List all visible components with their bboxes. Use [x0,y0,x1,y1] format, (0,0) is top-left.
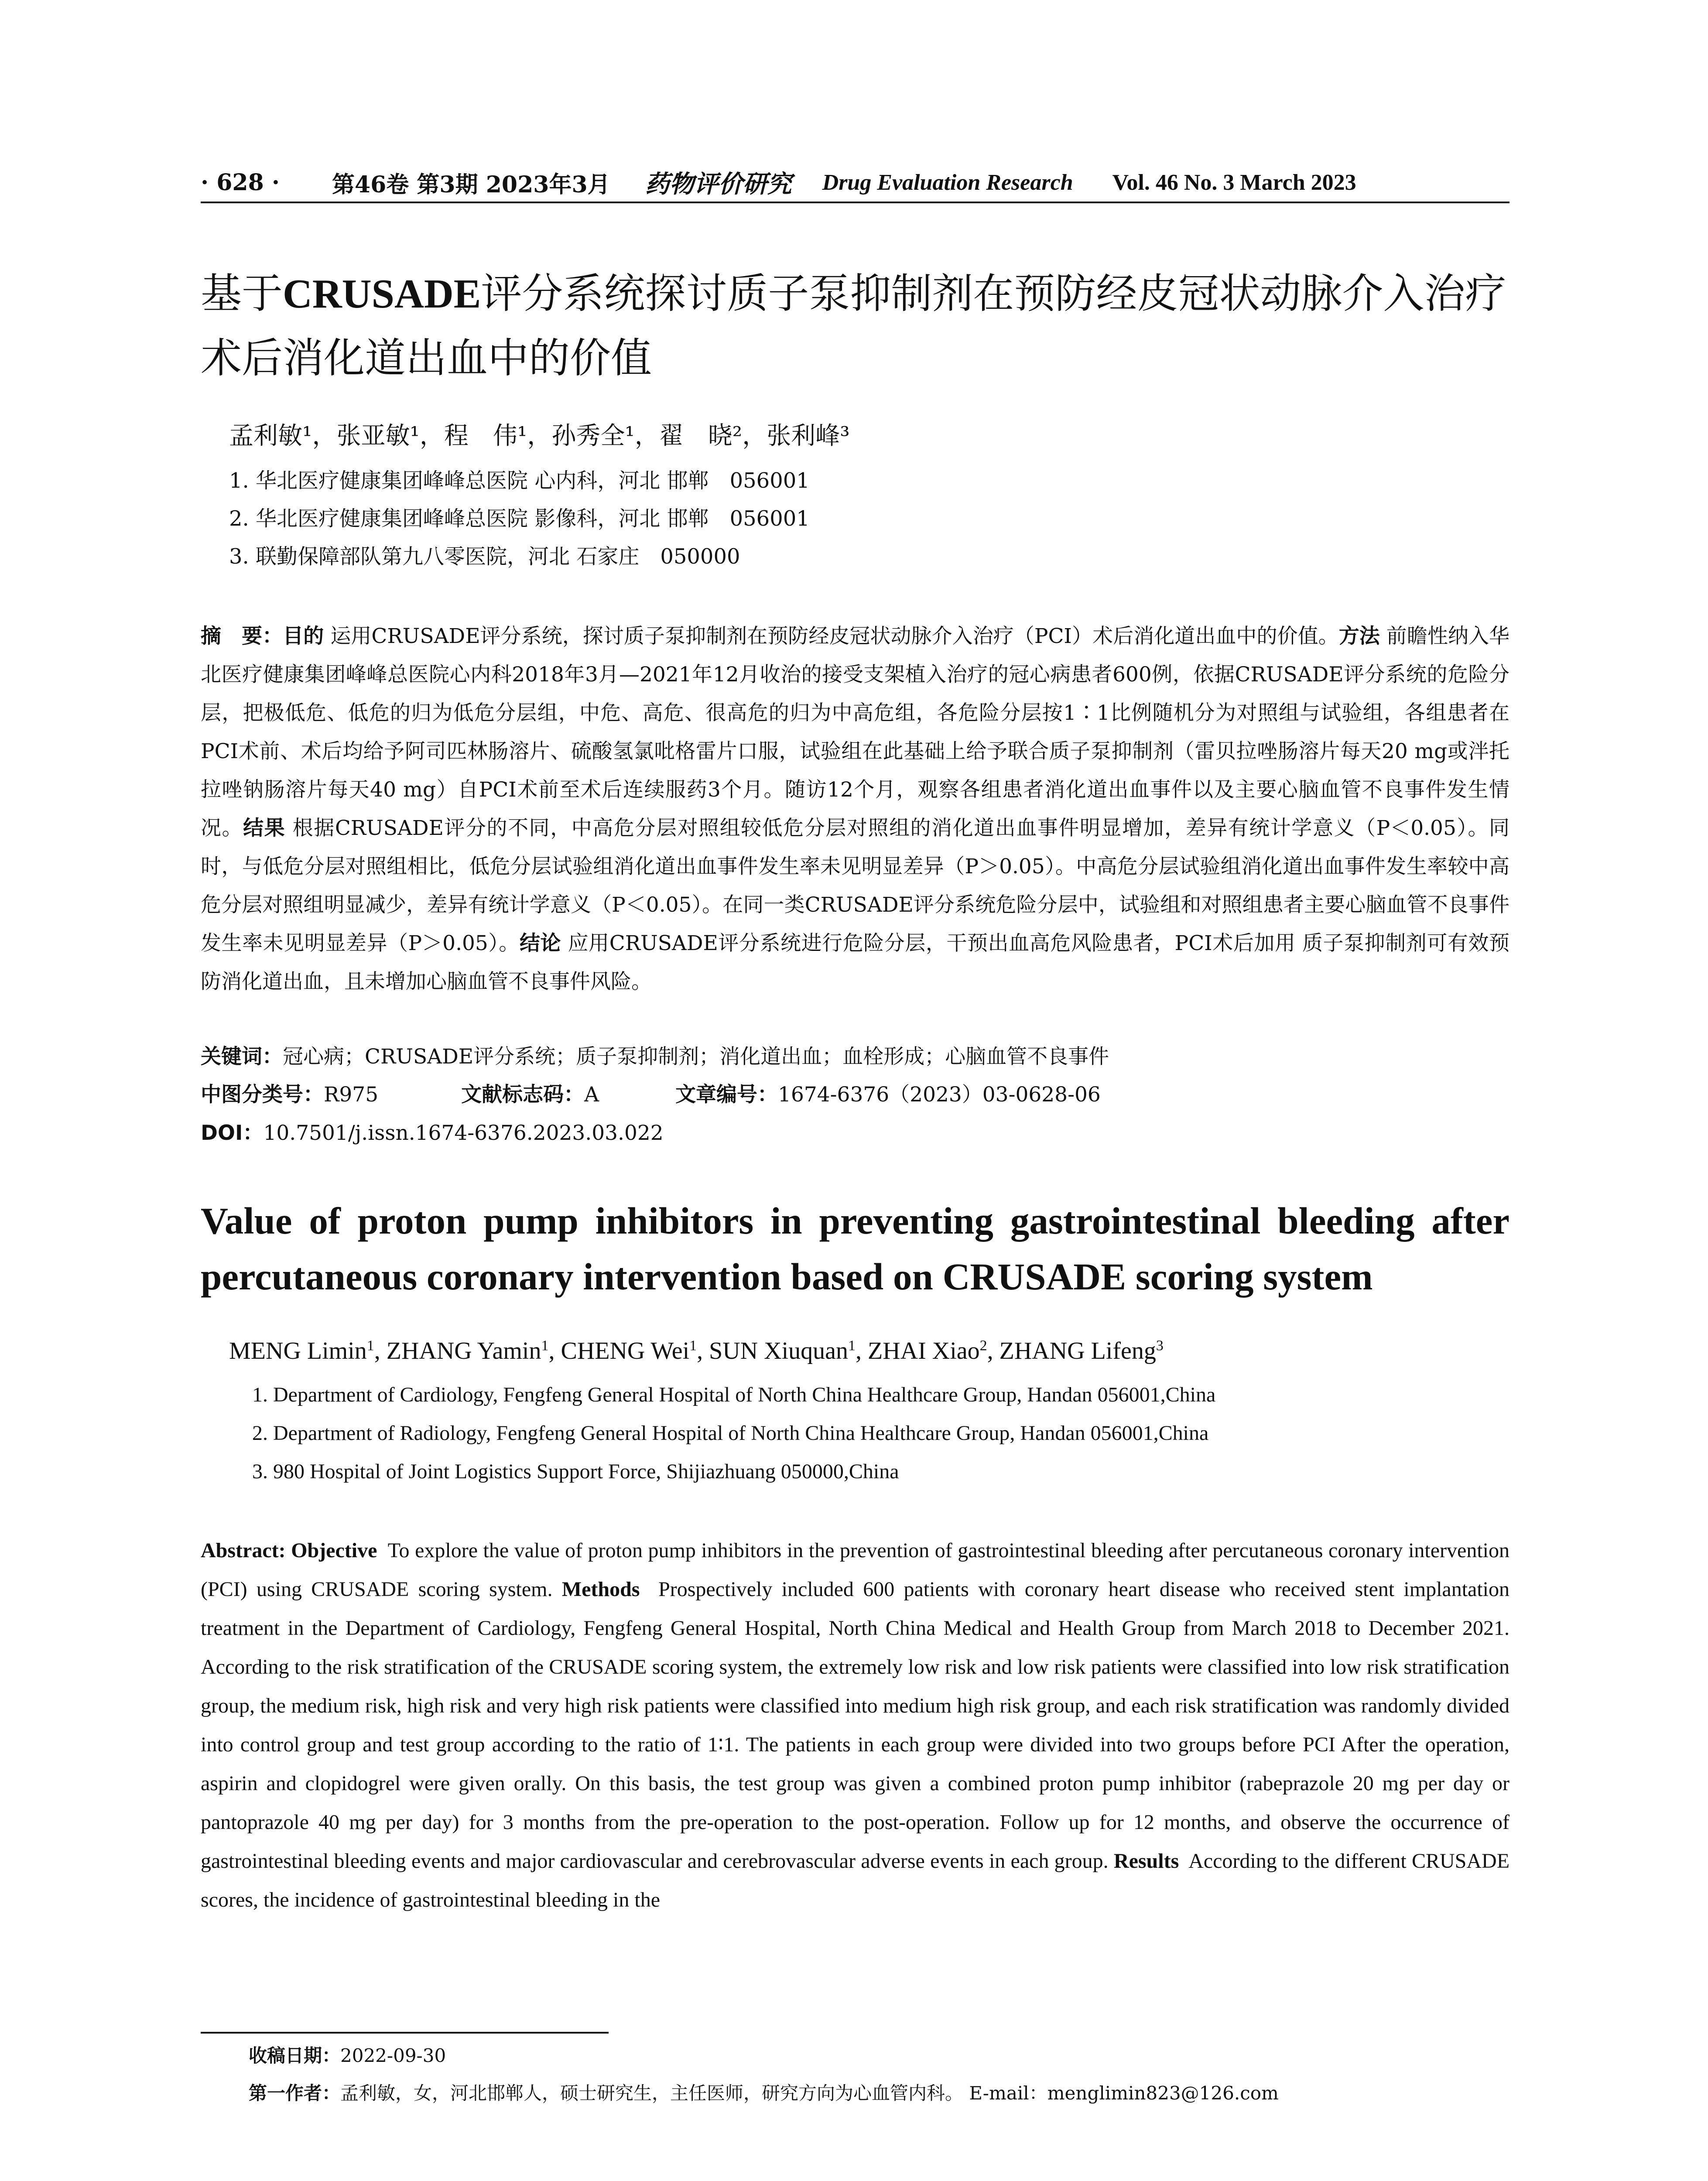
article-number-value: 1674-6376（2023）03-0628-06 [778,1083,1101,1107]
doc-code-value: A [584,1083,599,1107]
header-rule [201,202,1509,203]
results-label-en: Results [1113,1849,1179,1873]
journal-name-en: Drug Evaluation Research [822,170,1073,195]
keywords-label: 关键词： [201,1045,283,1069]
abstract-cn-label: 摘 要： [201,624,283,648]
author-en-3: CHENG Wei [561,1337,690,1364]
received-label: 收稿日期： [249,2045,341,2066]
received-date [249,2041,446,2068]
authors-en: MENG Limin$^1$, ZHANG Yamin$^1$, CHENG Wei$^1$, SUN Xiuquan$^1$, ZHAI Xiao$^2$, ZHANG Lifeng$^3$ [229,1337,1164,1364]
author-en-2: ZHANG Yamin [386,1337,541,1364]
title-cn-suffix: 评分系统探讨质子泵抑制剂在预防经皮冠状动脉介入治疗术后消化道出血中的价值 [201,270,1506,382]
received-value: 2022-09-30 [340,2045,446,2066]
classification-line [201,1078,1509,1108]
authors-cn: 孟利敏¹，张亚敏¹，程 伟¹，孙秀全¹，翟 晓²，张利峰³ [229,422,850,450]
clc-label: 中图分类号： [201,1083,324,1107]
affiliation-en-1: 1. Department of Cardiology, Fengfeng General Hospital of North China Healthcare Group, Handan 056001,China [252,1383,1216,1406]
footnote-rule [201,2032,609,2034]
objective-label-en: Objective [291,1539,377,1562]
keywords-value: 冠心病；CRUSADE评分系统；质子泵抑制剂；消化道出血；血栓形成；心脑血管不良事件 [283,1045,1109,1069]
volume-issue-cn: 第46卷 第3期 2023年3月 [332,171,610,198]
clc-value: R975 [324,1083,379,1107]
conclusion-label-cn: 结论 [520,931,561,955]
results-label-cn: 结果 [243,816,286,840]
doi-line [201,1117,1509,1146]
journal-logo: 药物评价研究 [645,170,792,198]
objective-text-en: To explore the value of proton pump inhibitors in the prevention of gastrointestinal bleeding after percutaneous coronary intervention (PCI) using CRUSADE scoring system. [201,1539,1510,1601]
methods-label-cn: 方法 [1338,624,1380,648]
doi-label: DOI： [201,1121,264,1145]
first-author-label: 第一作者： [249,2082,341,2104]
keywords-cn [201,1040,1509,1070]
author-en-5: ZHAI Xiao [868,1337,980,1364]
conclusion-text-cn: 应用CRUSADE评分系统进行危险分层，干预出血高危风险患者，PCI术后加用 质子泵抑制剂可有效预防消化道出血，且未增加心脑血管不良事件风险。 [201,931,1510,994]
author-en-6: ZHANG Lifeng [999,1337,1156,1364]
results-text-en: According to the different CRUSADE scores, the incidence of gastrointestinal bleeding in the [201,1849,1510,1911]
results-text-cn: 根据CRUSADE评分的不同，中高危分层对照组较低危分层对照组的消化道出血事件明显增加，差异有统计学意义（P＜0.05）。同时，与低危分层对照组相比，低危分层试验组消化道出血事件发生率未见明显差异（P＞0.05）。中高危分层试验组消化道出血事件发生率较中高危分层对照组明显减少，差异有统计学意义（P＜0.05）。在同一类CRUSADE评分系统危险分层中，试验组和对照组患者主要心脑血管不良事件发生率未见明显差异（P＞0.05）。 [201,816,1510,955]
author-en-6-sup: 3 [1156,1337,1164,1354]
objective-text-cn: 运用CRUSADE评分系统，探讨质子泵抑制剂在预防经皮冠状动脉介入治疗（PCI）术后消化道出血中的价值。 [330,624,1339,648]
doc-code-label: 文献标志码： [461,1083,585,1107]
methods-text-en: Prospectively included 600 patients with coronary heart disease who received stent implantation treatment in the Department of Cardiology, Fengfeng General Hospital, North China Medical and Health Group from March 2018 to December 2021. According to the risk stratification of the CRUSADE scoring system, the extremely low risk and low risk patients were classified into low risk stratification group, the medium risk, high risk and very high risk patients were classified into medium high risk group, and each risk stratification was randomly divided into control group and test group according to the ratio of 1∶1. The patients in each group were divided into two groups before PCI After the operation, aspirin and clopidogrel were given orally. On this basis, the test group was given a combined proton pump inhibitor (rabeprazole 20 mg per day or pantoprazole 40 mg per day) for 3 months from the pre-operation to the post-operation. Follow up for 12 months, and observe the occurrence of gastrointestinal bleeding events and major cardiovascular and cerebrovascular adverse events in each group. [201,1578,1510,1873]
volume-issue-en: Vol. 46 No. 3 March 2023 [1112,170,1356,195]
page-number: · 628 · [201,169,280,196]
affiliation-en-2: 2. Department of Radiology, Fengfeng General Hospital of North China Healthcare Group, Handan 056001,China [252,1422,1209,1445]
author-en-4: SUN Xiuquan [709,1337,849,1364]
title-cn [201,262,1509,391]
first-author-note [249,2079,1279,2105]
title-cn-prefix: 基于 [201,270,283,318]
affiliation-en-3: 3. 980 Hospital of Joint Logistics Support Force, Shijiazhuang 050000,China [252,1460,899,1483]
author-en-4-sup: 1 [848,1337,856,1354]
affiliation-cn-3: 3. 联勤保障部队第九八零医院，河北 石家庄 050000 [229,544,740,569]
author-en-1: MENG Limin [229,1337,367,1364]
article-number-label: 文章编号： [675,1083,778,1107]
abstract-en [201,1531,1509,1919]
affiliation-cn-1: 1. 华北医疗健康集团峰峰总医院 心内科，河北 邯郸 056001 [229,468,810,493]
affiliation-cn-2: 2. 华北医疗健康集团峰峰总医院 影像科，河北 邯郸 056001 [229,506,810,531]
first-author-value: 孟利敏，女，河北邯郸人，硕士研究生，主任医师，研究方向为心血管内科。 E-mail：menglimin823@126.com [340,2082,1279,2104]
title-cn-crusade: CRUSADE [283,271,481,317]
author-en-1-sup: 1 [366,1337,374,1354]
title-en: Value of proton pump inhibitors in preventing gastrointestinal bleeding after percutaneous coronary intervention based on CRUSADE scoring system [201,1200,1509,1298]
doi-value: 10.7501/j.issn.1674-6376.2023.03.022 [263,1121,664,1145]
abstract-en-label: Abstract: [201,1539,286,1562]
author-en-2-sup: 1 [541,1337,549,1354]
methods-text-cn: 前瞻性纳入华北医疗健康集团峰峰总医院心内科2018年3月—2021年12月收治的接受支架植入治疗的冠心病患者600例，依据CRUSADE评分系统的危险分层，把极低危、低危的归为低危分层组，中危、高危、很高危的归为中高危组，各危险分层按1∶1比例随机分为对照组与试验组，各组患者在PCI术前、术后均给予阿司匹林肠溶片、硫酸氢氯吡格雷片口服，试验组在此基础上给予联合质子泵抑制剂（雷贝拉唑肠溶片每天20 mg或泮托拉唑钠肠溶片每天40 mg）自PCI术前至术后连续服药3个月。随访12个月，观察各组患者消化道出血事件以及主要心脑血管不良事件发生情况。 [201,624,1510,840]
author-en-5-sup: 2 [979,1337,987,1354]
running-header [201,165,1509,200]
objective-label-cn: 目的 [283,624,324,648]
author-en-3-sup: 1 [689,1337,697,1354]
abstract-cn [201,617,1509,1001]
methods-label-en: Methods [561,1578,640,1601]
